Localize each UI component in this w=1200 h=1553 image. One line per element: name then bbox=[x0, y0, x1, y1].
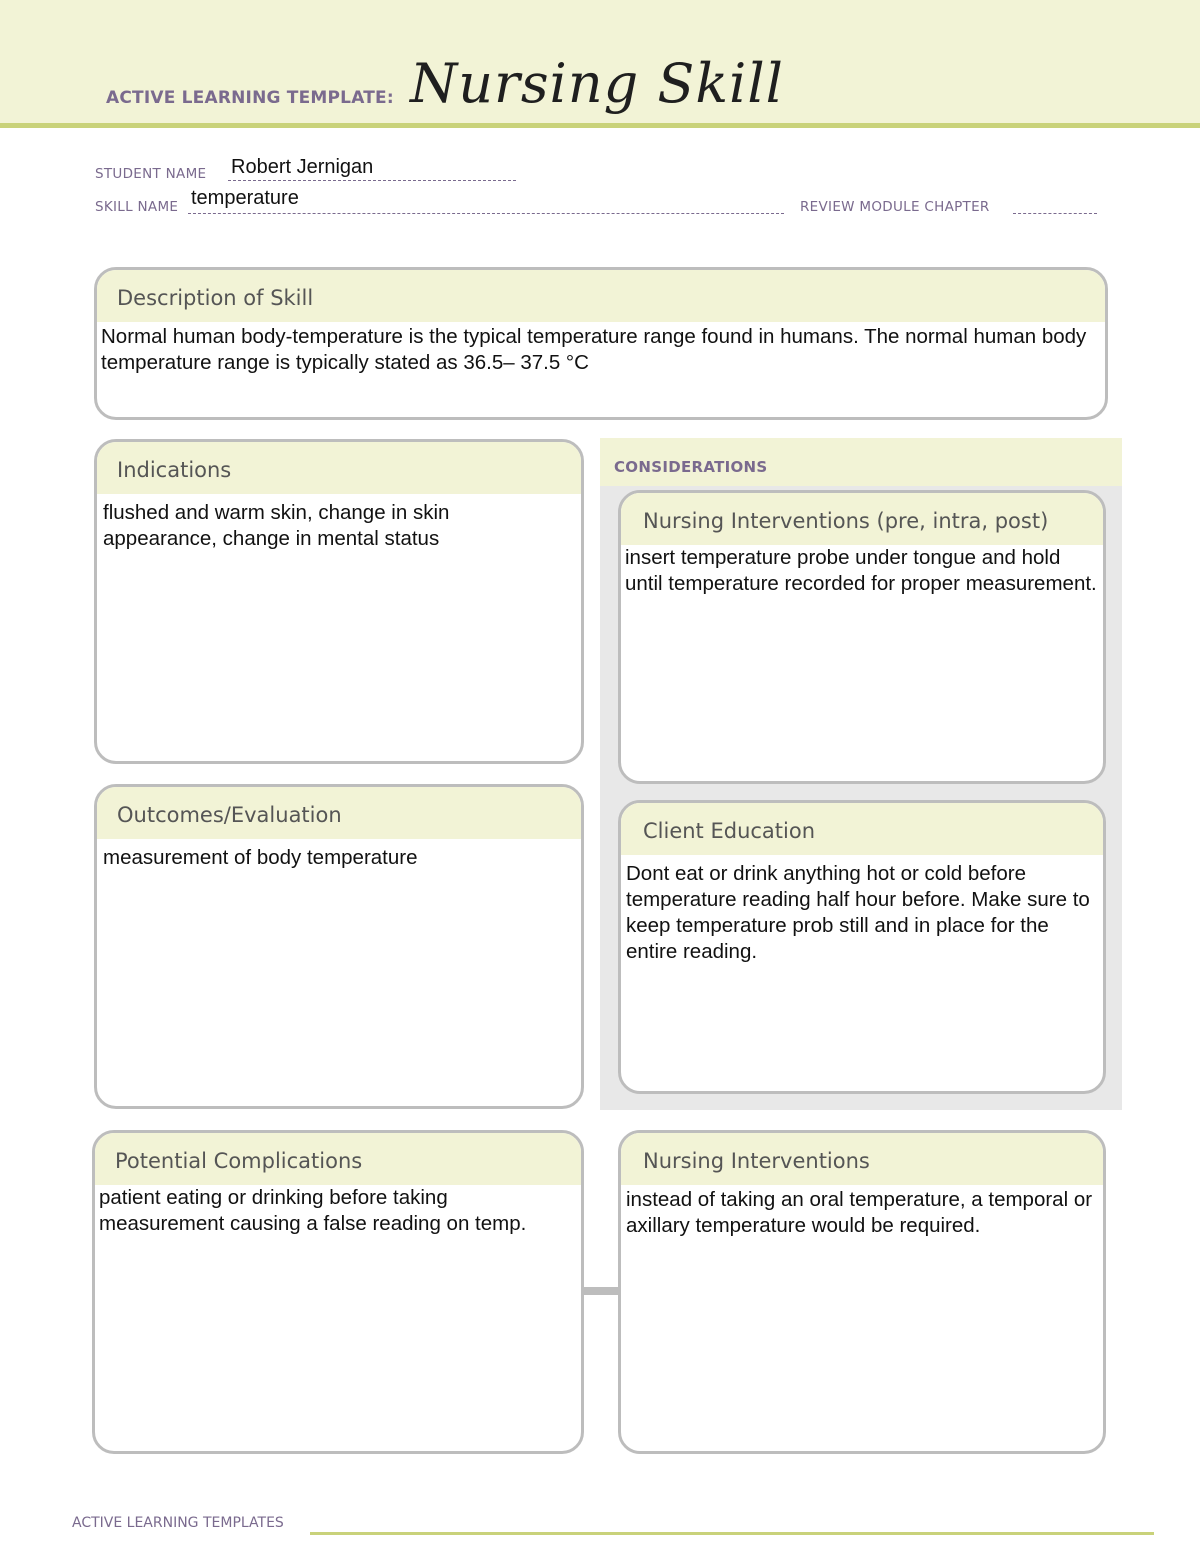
nursing-interventions-text[interactable]: instead of taking an oral temperature, a temporal or axillary temperature would be required. bbox=[626, 1188, 1093, 1237]
footer-rule bbox=[310, 1532, 1154, 1535]
footer-text: ACTIVE LEARNING TEMPLATES bbox=[72, 1515, 284, 1531]
description-box bbox=[94, 267, 1108, 420]
student-name-field[interactable]: Robert Jernigan bbox=[231, 156, 374, 178]
skill-name-label: SKILL NAME bbox=[95, 199, 179, 215]
template-label: ACTIVE LEARNING TEMPLATE: bbox=[106, 88, 394, 108]
review-module-field[interactable] bbox=[1013, 213, 1097, 214]
connector-bar bbox=[583, 1287, 621, 1295]
student-name-underline bbox=[228, 180, 516, 181]
skill-name-field[interactable]: temperature bbox=[191, 187, 299, 209]
indications-text[interactable]: flushed and warm skin, change in skin appearance, change in mental status bbox=[103, 501, 450, 550]
nursing-interventions-title: Nursing Interventions bbox=[621, 1133, 1103, 1185]
description-title: Description of Skill bbox=[97, 270, 1105, 322]
skill-name-underline bbox=[188, 213, 784, 214]
review-module-label: REVIEW MODULE CHAPTER bbox=[800, 199, 990, 215]
nursing-interventions-box bbox=[618, 1130, 1106, 1454]
indications-box bbox=[94, 439, 584, 764]
client-education-box bbox=[618, 800, 1106, 1094]
nursing-interventions-prepost-box bbox=[618, 490, 1106, 784]
client-education-text[interactable]: Dont eat or drink anything hot or cold before temperature reading half hour before. Make sure to keep temperature prob still and in place for the entire reading. bbox=[626, 862, 1090, 963]
complications-text[interactable]: patient eating or drinking before taking measurement causing a false reading on temp. bbox=[99, 1186, 527, 1235]
considerations-title: CONSIDERATIONS bbox=[614, 458, 768, 476]
complications-box bbox=[92, 1130, 584, 1454]
outcomes-text[interactable]: measurement of body temperature bbox=[103, 846, 418, 869]
template-title: Nursing Skill bbox=[410, 52, 784, 115]
header-rule bbox=[0, 123, 1200, 128]
indications-title: Indications bbox=[97, 442, 581, 494]
complications-title: Potential Complications bbox=[95, 1133, 581, 1185]
client-education-title: Client Education bbox=[621, 803, 1103, 855]
student-name-label: STUDENT NAME bbox=[95, 166, 207, 182]
outcomes-title: Outcomes/Evaluation bbox=[97, 787, 581, 839]
outcomes-box bbox=[94, 784, 584, 1109]
nursing-interventions-prepost-title: Nursing Interventions (pre, intra, post) bbox=[621, 493, 1103, 545]
nursing-interventions-prepost-text[interactable]: insert temperature probe under tongue and hold until temperature recorded for proper measurement. bbox=[625, 546, 1097, 595]
description-text[interactable]: Normal human body-temperature is the typical temperature range found in humans. The normal human body temperature range is typically stated as 36.5– 37.5 °C bbox=[101, 325, 1087, 374]
